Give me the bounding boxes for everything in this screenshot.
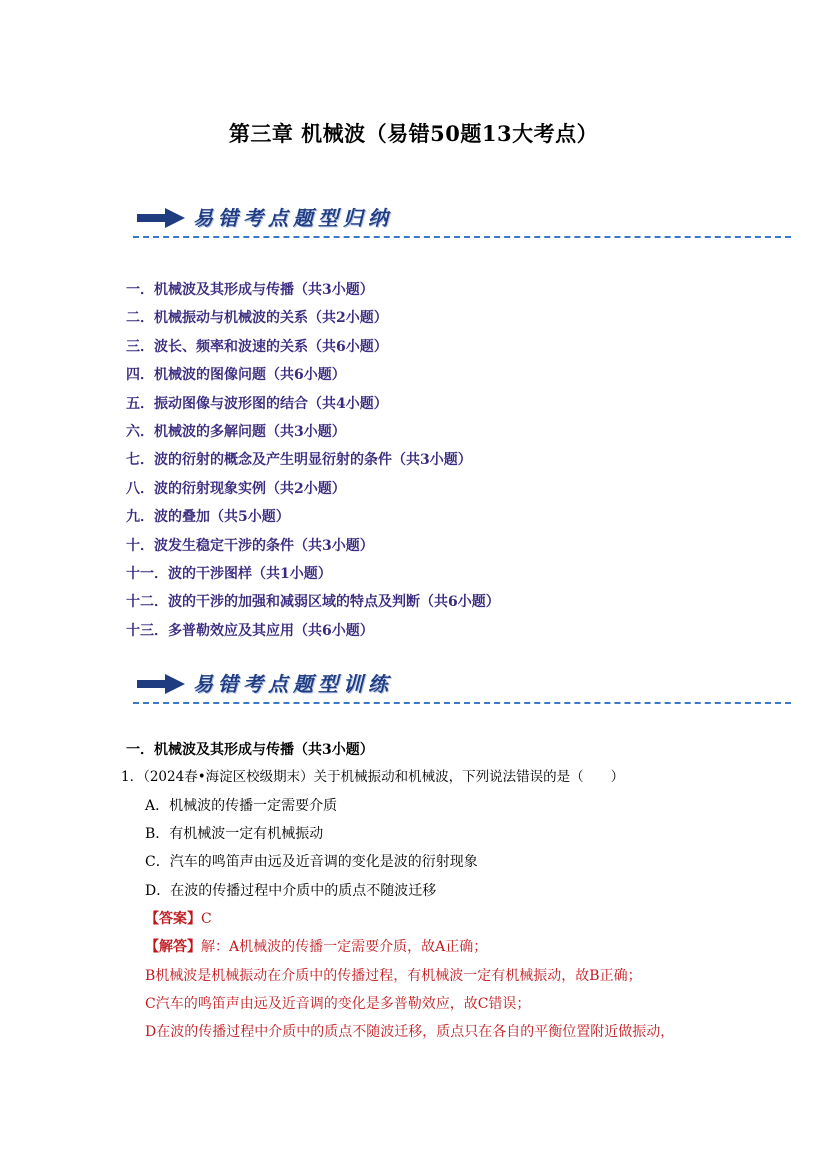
section-heading: 一．机械波及其形成与传播（共3小题）: [126, 742, 374, 758]
topic-item: 八．波的衍射现象实例（共2小题）: [126, 480, 346, 497]
option-b: B．有机械波一定有机械振动: [145, 826, 324, 842]
option-a: A．机械波的传播一定需要介质: [145, 798, 338, 814]
banner-divider: [133, 702, 791, 704]
analysis-line: C汽车的鸣笛声由远及近音调的变化是多普勒效应，故C错误；: [145, 996, 531, 1012]
analysis-text: 解：A机械波的传播一定需要介质，故A正确；: [201, 939, 488, 955]
topic-item: 十三．多普勒效应及其应用（共6小题）: [126, 622, 374, 639]
section-banner-practice: [133, 664, 791, 704]
banner-title: 易错考点题型归纳: [193, 206, 393, 230]
topic-item: 一．机械波及其形成与传播（共3小题）: [126, 282, 374, 298]
answer-tag: 【答案】: [145, 911, 201, 927]
analysis-tag: 【解答】: [145, 939, 201, 955]
analysis-line: D在波的传播过程中介质中的质点不随波迁移，质点只在各自的平衡位置附近做振动，: [145, 1024, 675, 1040]
topic-item: 十．波发生稳定干涉的条件（共3小题）: [126, 537, 374, 554]
analysis-line: [145, 937, 487, 957]
answer-line: [145, 909, 212, 929]
banner-divider: [133, 236, 791, 238]
topic-item: 四．机械波的图像问题（共6小题）: [126, 367, 346, 384]
topic-item: 三．波长、频率和波速的关系（共6小题）: [126, 338, 388, 355]
topic-item: 二．机械振动与机械波的关系（共2小题）: [126, 310, 388, 327]
section-banner-summary: [133, 198, 791, 238]
topic-item: 七．波的衍射的概念及产生明显衍射的条件（共3小题）: [126, 452, 472, 469]
arrow-right-icon: [137, 208, 185, 228]
topic-item: 六．机械波的多解问题（共3小题）: [126, 423, 346, 440]
arrow-right-icon: [137, 674, 185, 694]
page-title: 第三章 机械波（易错50题13大考点）: [228, 121, 599, 146]
topic-item: 九．波的叠加（共5小题）: [126, 509, 290, 526]
topic-list: [126, 280, 500, 649]
banner-title: 易错考点题型训练: [193, 672, 393, 696]
topic-item: 十二．波的干涉的加强和减弱区域的特点及判断（共6小题）: [126, 594, 500, 611]
topic-item: 五．振动图像与波形图的结合（共4小题）: [126, 395, 388, 412]
question-text: 1．（2024春•海淀区校级期末）关于机械振动和机械波，下列说法错误的是（ ）: [121, 769, 625, 785]
answer-value: C: [201, 911, 212, 927]
option-d: D．在波的传播过程中介质中的质点不随波迁移: [145, 883, 437, 899]
analysis-line: B机械波是机械振动在介质中的传播过程，有机械波一定有机械振动，故B正确；: [145, 968, 642, 984]
option-c: C．汽车的鸣笛声由远及近音调的变化是波的衍射现象: [145, 854, 478, 870]
topic-item: 十一．波的干涉图样（共1小题）: [126, 565, 332, 582]
